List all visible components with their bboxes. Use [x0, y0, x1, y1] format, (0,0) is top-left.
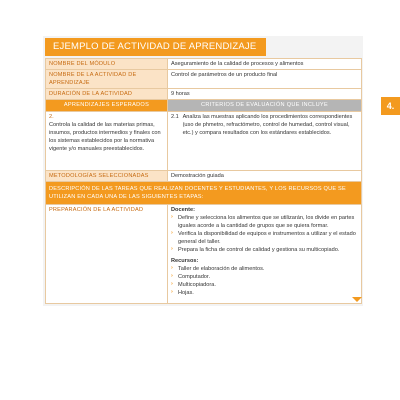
list-item: › Define y selecciona los alimentos que se utilizarán, los divide en partes iguales acorde a la cantidad de grupos que se quiera formar. — [171, 214, 358, 230]
criteria-text: Analiza las muestras aplicando los procedimientos correspondientes (uso de phmetro, refractómetro, control de humedad, control visual, etc.) y compara resultados con los estándares establecidos. — [182, 113, 353, 136]
row-duration — [46, 89, 362, 100]
continue-arrow-icon — [352, 297, 362, 302]
list-item: › Multicopiadora. — [171, 281, 358, 289]
stage-label: PREPARACIÓN DE LA ACTIVIDAD — [46, 204, 168, 303]
learning-cell — [46, 111, 168, 170]
row-stage-preparation — [46, 204, 362, 303]
recursos-list — [171, 265, 358, 297]
list-item: › Prepara la ficha de control de calidad y gestiona su multicopiado. — [171, 246, 358, 254]
row-learning-criteria — [46, 111, 362, 170]
criteria-code: 2.1 — [171, 113, 179, 120]
row-description-bar — [46, 181, 362, 204]
criteria-cell — [168, 111, 362, 170]
activity-table — [45, 58, 362, 304]
description-bar: DESCRIPCIÓN DE LAS TAREAS QUE REALIZAN DOCENTES Y ESTUDIANTES, Y LOS RECURSOS QUE SE UTILIZAN EN CADA UNA DE LAS SIGUIENTES ETAPAS: — [46, 181, 362, 204]
duration-value: 9 horas — [168, 89, 362, 100]
activity-name-value: Control de parámetros de un producto final — [168, 70, 362, 89]
learning-header: APRENDIZAJES ESPERADOS — [46, 100, 168, 111]
activity-title: EJEMPLO DE ACTIVIDAD DE APRENDIZAJE — [45, 38, 266, 56]
criteria-header: CRITERIOS DE EVALUACIÓN QUE INCLUYE — [168, 100, 362, 111]
module-name-label: NOMBRE DEL MÓDULO — [46, 59, 168, 70]
stage-content — [168, 204, 362, 303]
chapter-marker: 4. — [381, 97, 400, 115]
row-headers — [46, 100, 362, 111]
methodology-value: Demostración guiada — [168, 170, 362, 181]
row-methodology — [46, 170, 362, 181]
learning-code: 2. — [49, 113, 54, 120]
row-activity-name — [46, 70, 362, 89]
list-item: › Hojas. — [171, 289, 358, 297]
recursos-heading: Recursos: — [171, 257, 199, 264]
list-item: › Verifica la disponibilidad de equipos e instrumentos a utilizar y el estado general del taller. — [171, 230, 358, 246]
activity-name-label: NOMBRE DE LA ACTIVIDAD DE APRENDIZAJE — [46, 70, 168, 89]
row-module-name — [46, 59, 362, 70]
module-name-value: Aseguramiento de la calidad de procesos y alimentos — [168, 59, 362, 70]
docente-list — [171, 214, 358, 255]
duration-label: DURACIÓN DE LA ACTIVIDAD — [46, 89, 168, 100]
list-item: › Taller de elaboración de alimentos. — [171, 265, 358, 273]
list-item: › Computador. — [171, 273, 358, 281]
methodology-label: METODOLOGÍAS SELECCIONADAS — [46, 170, 168, 181]
docente-heading: Docente: — [171, 206, 195, 213]
learning-text: Controla la calidad de las materias primas, insumos, productos intermedios y finales con los sistemas establecidos por la normativa vigente y/o manuales preestablecidos. — [49, 121, 161, 152]
